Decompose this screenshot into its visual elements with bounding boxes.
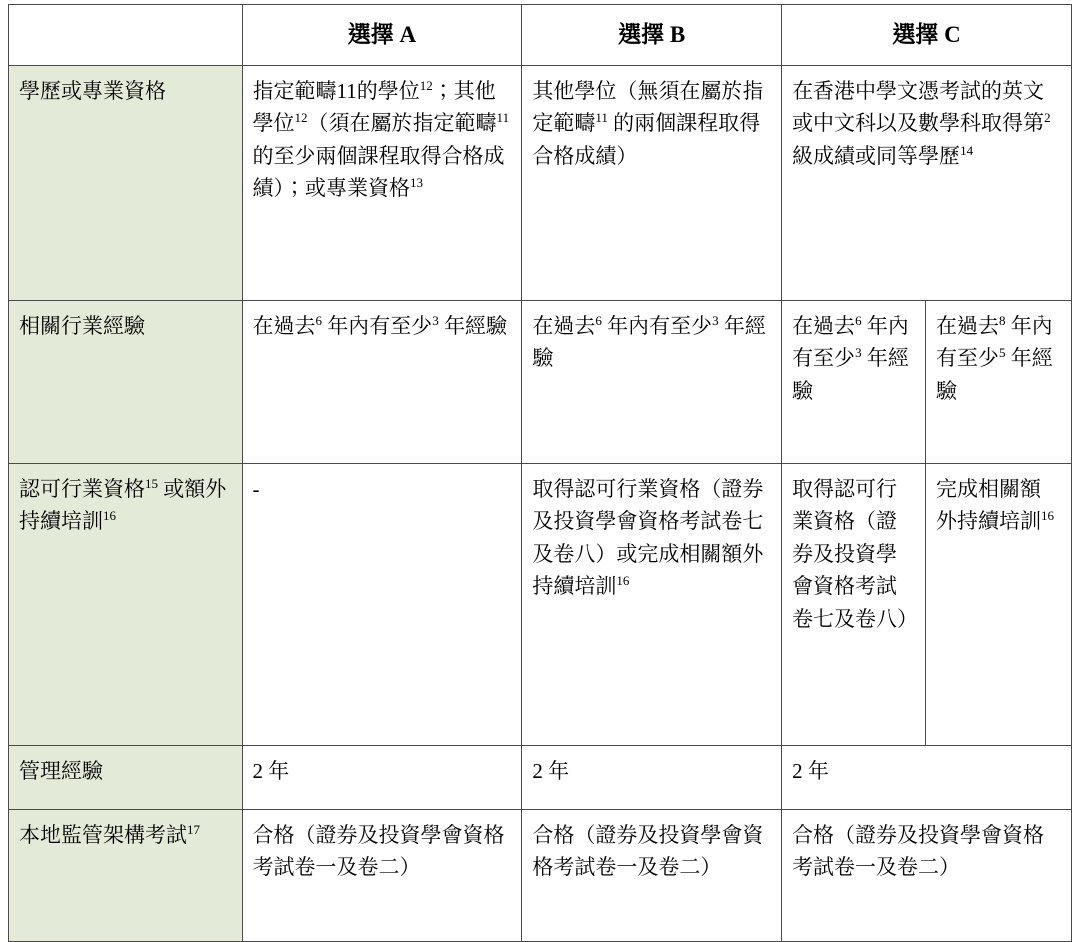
cell-education-b: 其他學位（無須在屬於指定範疇$^{11}$ 的兩個課程取得合格成績） <box>522 65 782 300</box>
header-option-c: 選擇 C <box>782 5 1072 66</box>
table-row <box>9 745 1072 809</box>
cell-recognised-qualification-c1: 取得認可行業資格（證券及投資學會資格考試卷七及卷八） <box>782 463 926 745</box>
cell-management-experience-a: 2 年 <box>242 745 522 809</box>
row-label-education <box>9 65 243 300</box>
cell-management-experience-b: 2 年 <box>522 745 782 809</box>
table-row <box>9 65 1072 300</box>
table-row <box>9 809 1072 941</box>
table-row <box>9 463 1072 745</box>
header-option-a: 選擇 A <box>242 5 522 66</box>
cell-industry-experience-b: 在過去$^6$ 年內有至少$^3$ 年經驗 <box>522 300 782 463</box>
header-option-b: 選擇 B <box>522 5 782 66</box>
cell-education-a: 指定範疇11的學位$^{12}$；其他學位$^{12}$（須在屬於指定範疇$^{11}$ 的至少兩個課程取得合格成績）；或專業資格$^{13}$ <box>242 65 522 300</box>
cell-industry-experience-c1: 在過去$^6$ 年內有至少$^3$ 年經驗 <box>782 300 926 463</box>
header-blank-corner <box>9 5 243 66</box>
row-label-recognised-qualification <box>9 463 243 745</box>
cell-local-regulatory-exam-c: 合格（證券及投資學會資格考試卷一及卷二） <box>782 809 1072 941</box>
cell-recognised-qualification-c2: 完成相關額外持續培訓$^{16}$ <box>926 463 1072 745</box>
row-label-management-experience-text: 管理經驗 <box>19 758 103 783</box>
table-header-row <box>9 5 1072 66</box>
cell-management-experience-c: 2 年 <box>782 745 1072 809</box>
cell-industry-experience-a: 在過去$^6$ 年內有至少$^3$ 年經驗 <box>242 300 522 463</box>
cell-education-c: 在香港中學文憑考試的英文或中文科以及數學科取得第$^2$ 級成績或同等學歷$^{14}$ <box>782 65 1072 300</box>
row-label-recognised-qualification-text: 認可行業資格$^{15}$ 或額外持續培訓$^{16}$ <box>19 475 227 534</box>
row-label-local-regulatory-exam <box>9 809 243 941</box>
cell-local-regulatory-exam-b: 合格（證券及投資學會資格考試卷一及卷二） <box>522 809 782 941</box>
cell-recognised-qualification-a: - <box>242 463 522 745</box>
row-label-industry-experience <box>9 300 243 463</box>
qualification-requirements-table <box>8 4 1072 942</box>
row-label-local-regulatory-exam-text: 本地監管架構考試$^{17}$ <box>19 821 201 847</box>
cell-local-regulatory-exam-a: 合格（證券及投資學會資格考試卷一及卷二） <box>242 809 522 941</box>
cell-industry-experience-c2: 在過去$^8$ 年內有至少$^5$ 年經驗 <box>926 300 1072 463</box>
row-label-management-experience <box>9 745 243 809</box>
document-page <box>0 4 1080 909</box>
table-row <box>9 300 1072 463</box>
row-label-industry-experience-text: 相關行業經驗 <box>19 313 145 338</box>
row-label-education-text: 學歷或專業資格 <box>19 78 166 103</box>
cell-recognised-qualification-b: 取得認可行業資格（證券及投資學會資格考試卷七及卷八）或完成相關額外持續培訓$^{16}$ <box>522 463 782 745</box>
